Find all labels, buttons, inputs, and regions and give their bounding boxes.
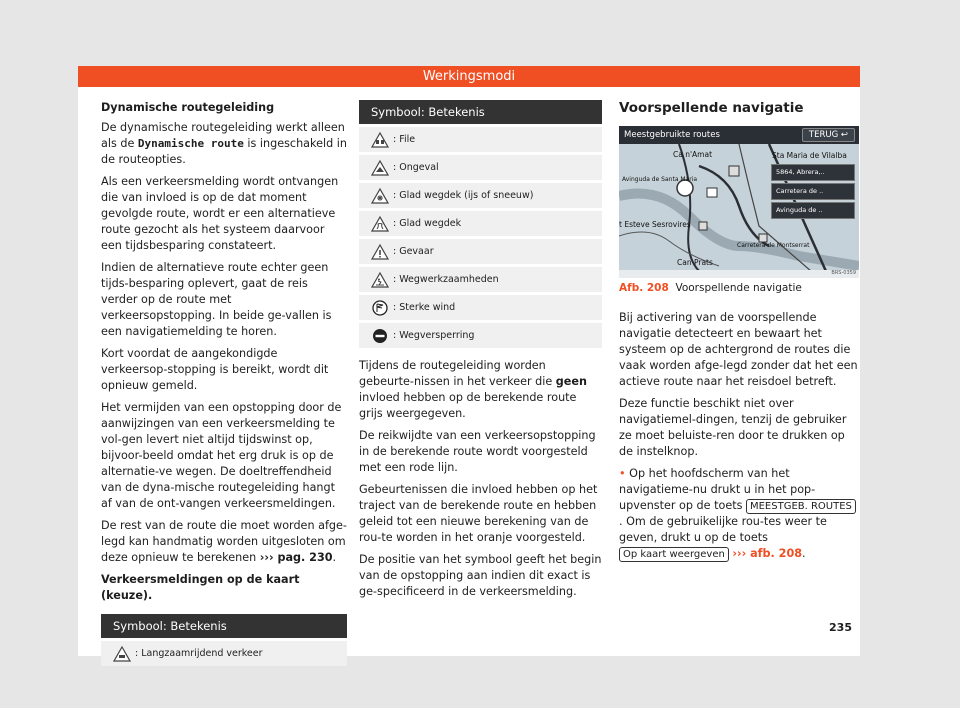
paragraph: Kort voordat de aangekondigde verkeersop-stopping is bereikt, wordt dit opnieuw gemeld. bbox=[101, 347, 329, 392]
snowflake-icon bbox=[371, 188, 389, 204]
route-list bbox=[771, 164, 855, 221]
paragraph: De reikwijdte van een verkeersopstopping in de berekende route wordt voorgesteld met een rode lijn. bbox=[359, 429, 596, 474]
screen-title-bar bbox=[619, 126, 859, 144]
paragraph: Tijdens de routegeleiding worden gebeurte-nissen in het verkeer die geen invloed hebben op de berekende route grijs weergegeven. bbox=[359, 359, 587, 420]
map-label: Carretera de Montserrat bbox=[737, 242, 810, 249]
paragraph: Indien de alternatieve route echter geen tijds-besparing oplevert, gaat de reis verder op de route met verkeersopstopping. In beide ge-vallen is een navigatiemelding te horen. bbox=[101, 261, 332, 338]
map-label: Avinguda de Santa Maria bbox=[622, 176, 698, 183]
paragraph: Het vermijden van een opstopping door de aanwijzingen van een verkeersmelding te vol-gen levert niet altijd tijdswinst op, bijvoor-beeld omdat het erg druk is op de alternatie-ve wegen. De doeltreffendheid van de dyna-mische routegeleiding hangt af van de ont-vangen verkeersmeldingen. bbox=[101, 401, 342, 510]
paragraph: Als een verkeersmelding wordt ontvangen die van invloed is op de dat moment gevolgde route, wordt er een alternatieve route gezocht als het systeem daarvoor een tijdsbesparing constateert. bbox=[101, 175, 339, 252]
middle-column bbox=[359, 100, 602, 606]
accident-icon bbox=[371, 160, 389, 176]
left-column bbox=[101, 100, 347, 666]
navigation-screenshot bbox=[619, 126, 859, 278]
screen-title: Meestgebruikte routes bbox=[624, 130, 720, 140]
danger-icon bbox=[371, 244, 389, 260]
most-used-routes-key[interactable]: MEESTGEB. ROUTES bbox=[746, 499, 856, 514]
setting-name: Dynamische route bbox=[137, 137, 244, 150]
figure-caption: Afb. 208 Voorspellende navigatie bbox=[619, 282, 802, 294]
instruction-bullet: • Op het hoofdscherm van het navigatieme-nu drukt u in het pop-upvenster op de toets MEESTGEB. ROUTES. Om de gebruikelijke rou-tes weer te geven, drukt u op de toets Op kaart weergeven ››› afb. 208. bbox=[619, 466, 859, 562]
table-row: : Sterke wind bbox=[359, 292, 602, 320]
queue-icon bbox=[371, 132, 389, 148]
map-label: Ca n'Amat bbox=[673, 150, 713, 159]
table-row: : Ongeval bbox=[359, 152, 602, 180]
figure-reference-link[interactable]: ››› afb. 208 bbox=[732, 547, 803, 560]
back-button[interactable]: TERUG ↩ bbox=[802, 128, 855, 142]
table-row: : Gevaar bbox=[359, 236, 602, 264]
page-reference-link[interactable]: ››› pag. 230 bbox=[259, 551, 333, 564]
right-column bbox=[619, 100, 859, 568]
table-row: : Langzaamrijdend verkeer bbox=[101, 638, 347, 666]
slippery-road-icon bbox=[371, 216, 389, 232]
page-number: 235 bbox=[829, 621, 852, 634]
dynamic-route-heading: Dynamische routegeleiding bbox=[101, 101, 275, 114]
symbol-table-header: Symbool: Betekenis bbox=[101, 614, 347, 638]
map-label: Sta Maria de Vilalba bbox=[772, 151, 847, 160]
traffic-map-heading: Verkeersmeldingen op de kaart (keuze). bbox=[101, 573, 300, 602]
route-item[interactable]: Carretera de .. bbox=[771, 183, 855, 200]
table-row: : Glad wegdek (ijs of sneeuw) bbox=[359, 180, 602, 208]
table-row: : Wegwerkzaamheden bbox=[359, 264, 602, 292]
paragraph: De rest van de route die moet worden afge-legd kan handmatig worden uitgesloten om deze opnieuw te berekenen ››› pag. 230. bbox=[101, 519, 347, 564]
section-header: Werkingsmodi bbox=[78, 66, 860, 87]
slow-traffic-icon bbox=[113, 646, 131, 662]
paragraph: Bij activering van de voorspellende navigatie detecteert en bewaart het systeem op de achtergrond de routes die vaak worden afge-legd zonder dat het een actieve route naar het reisdoel betreft. bbox=[619, 311, 858, 388]
table-row: : Glad wegdek bbox=[359, 208, 602, 236]
image-code: BRS-0359 bbox=[619, 270, 859, 278]
symbol-table-header: Symbool: Betekenis bbox=[359, 100, 602, 124]
manual-page bbox=[78, 66, 860, 659]
map-label: t Esteve Sesrovires bbox=[619, 220, 691, 229]
paragraph: De dynamische routegeleiding werkt alleen als de Dynamische route is ingeschakeld in de routeopties. bbox=[101, 121, 347, 166]
table-row: : Wegversperring bbox=[359, 320, 602, 348]
table-row: : File bbox=[359, 124, 602, 152]
show-on-map-key[interactable]: Op kaart weergeven bbox=[619, 547, 729, 562]
route-item[interactable]: 5864, Abrera,.. bbox=[771, 164, 855, 181]
map-label: Can Prats bbox=[677, 258, 713, 267]
roadworks-icon bbox=[371, 272, 389, 288]
predictive-nav-heading: Voorspellende navigatie bbox=[619, 100, 804, 116]
paragraph: Deze functie beschikt niet over navigatiemel-dingen, tenzij de gebruiker ze moet beluiste-ren door te drukken op de instelknop. bbox=[619, 397, 847, 458]
paragraph: De positie van het symbool geeft het begin van de opstopping aan indien dit exact is ge-specificeerd in de verkeersmelding. bbox=[359, 553, 602, 598]
no-entry-icon bbox=[371, 328, 389, 344]
wind-icon bbox=[371, 300, 389, 316]
paragraph: Gebeurtenissen die invloed hebben op het traject van de berekende route en hebben geleid tot een nieuwe berekening van de rou-te worden in het oranje voorgesteld. bbox=[359, 483, 598, 544]
route-item[interactable]: Avinguda de .. bbox=[771, 202, 855, 219]
